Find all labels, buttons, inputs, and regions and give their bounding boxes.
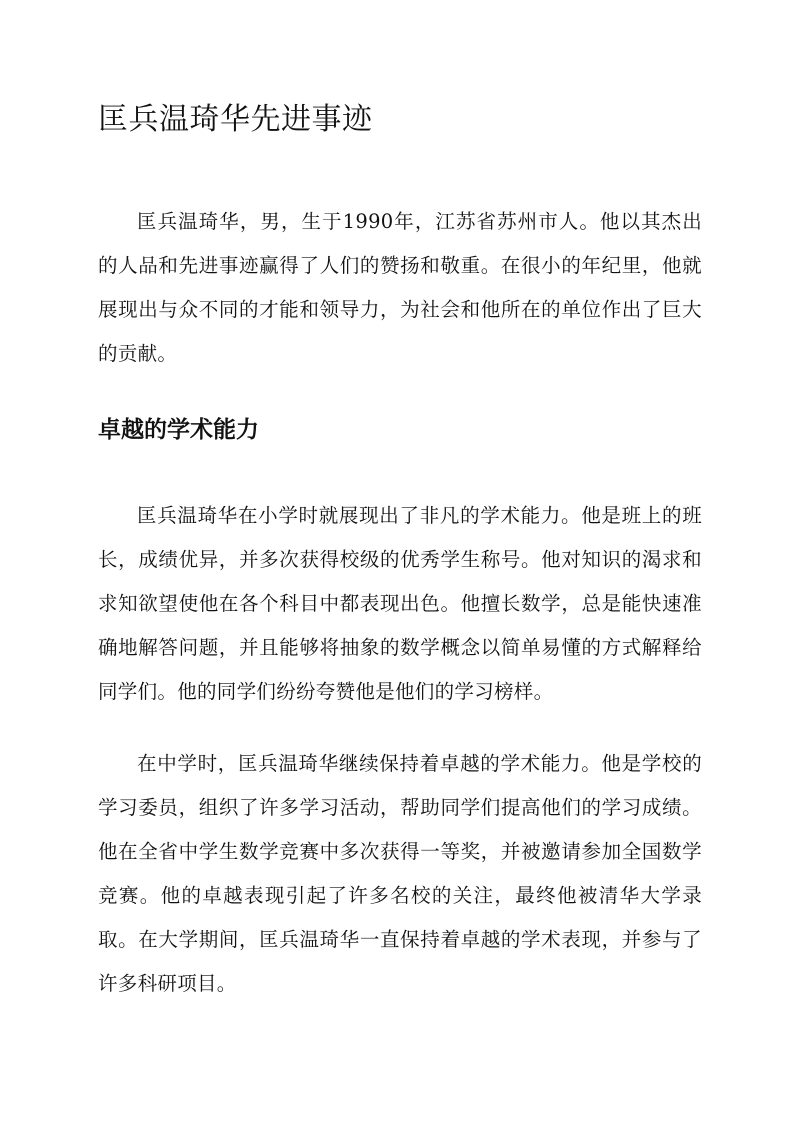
intro-paragraph: 匡兵温琦华，男，生于1990年，江苏省苏州市人。他以其杰出的人品和先进事迹赢得了人们的赞扬和敬重。在很小的年纪里，他就展现出与众不同的才能和领导力，为社会和他所在的单位作出了巨大的贡献。 (98, 210, 702, 365)
document-body (98, 92, 702, 1006)
paragraph-primary-school: 匡兵温琦华在小学时就展现出了非凡的学术能力。他是班上的班长，成绩优异，并多次获得校级的优秀学生称号。他对知识的渴求和求知欲望使他在各个科目中都表现出色。他擅长数学，总是能快速准确地解答问题，并且能够将抽象的数学概念以简单易懂的方式解释给同学们。他的同学们纷纷夸赞他是他们的学习榜样。 (98, 504, 702, 703)
section-heading-academic: 卓越的学术能力 (98, 416, 259, 443)
paragraph-middle-school: 在中学时，匡兵温琦华继续保持着卓越的学术能力。他是学校的学习委员，组织了许多学习活动，帮助同学们提高他们的学习成绩。他在全省中学生数学竞赛中多次获得一等奖，并被邀请参加全国数学竞赛。他的卓越表现引起了许多名校的关注，最终他被清华大学录取。在大学期间，匡兵温琦华一直保持着卓越的学术表现，并参与了许多科研项目。 (98, 752, 702, 995)
document-title: 匡兵温琦华先进事迹 (98, 102, 373, 137)
